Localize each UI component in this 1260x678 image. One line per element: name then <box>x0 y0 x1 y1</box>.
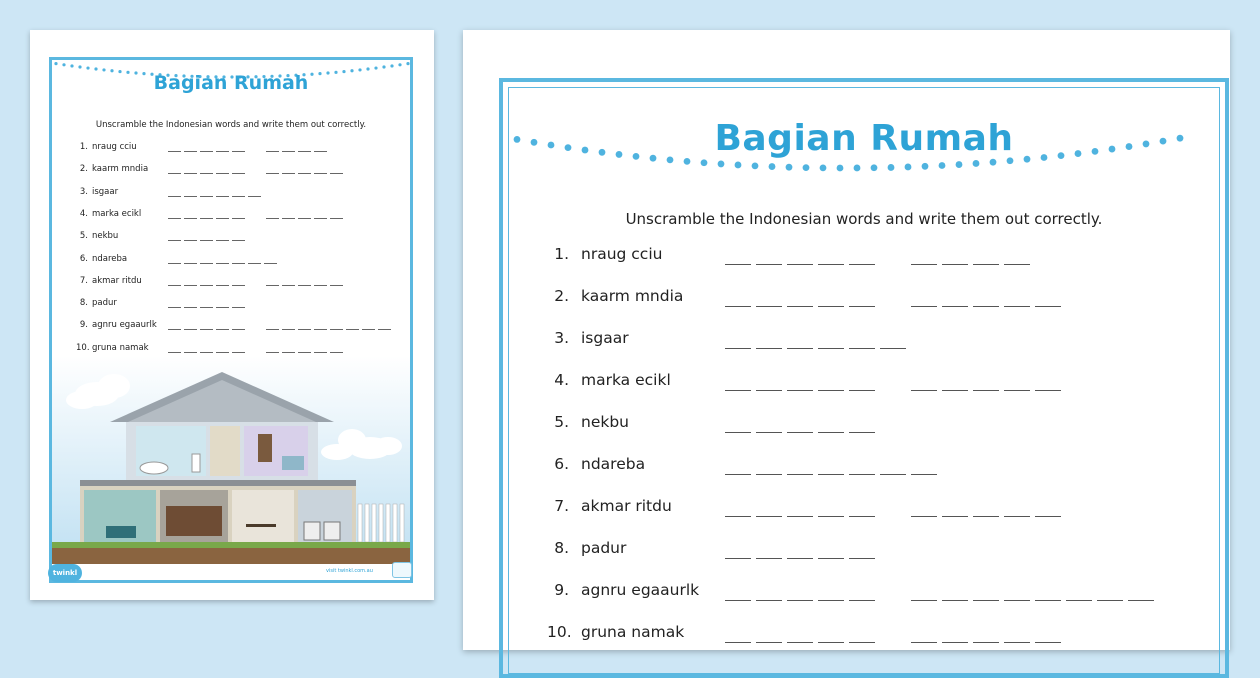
thumbnail-list-item <box>76 298 117 310</box>
item-number: 9. <box>554 581 569 599</box>
thumbnail-footer-url: visit twinkl.com.au <box>326 568 373 574</box>
thumbnail-item-text: nraug cciu <box>92 142 137 152</box>
thumbnail-answer-blanks <box>168 151 248 152</box>
scrambled-word: kaarm mndia <box>581 287 684 305</box>
thumbnail-bunting-dot <box>382 65 385 68</box>
answer-blanks[interactable] <box>725 600 880 601</box>
item-number: 5. <box>554 413 569 431</box>
thumbnail-list-item <box>76 164 148 176</box>
item-number: 2. <box>554 287 569 305</box>
thumbnail-list-item <box>76 254 127 266</box>
bunting-dot <box>922 163 929 170</box>
thumbnail-answer-blanks <box>266 151 330 152</box>
thumbnail-bunting-dot <box>70 64 73 67</box>
thumbnail-item-number: 6. <box>79 253 88 264</box>
worksheet-title: Bagian Rumah <box>714 118 1014 159</box>
bunting-dot <box>888 164 895 171</box>
thumbnail-bunting-dot <box>78 65 81 68</box>
scrambled-word: padur <box>581 539 627 557</box>
thumbnail-answer-blanks <box>266 285 346 286</box>
thumbnail-bunting-dot <box>390 64 393 67</box>
bunting-dot <box>752 162 759 169</box>
thumbnail-list-item <box>76 187 118 199</box>
scrambled-word: gruna namak <box>581 623 685 641</box>
thumbnail-item-number: 4. <box>79 208 88 219</box>
item-number: 1. <box>554 245 569 263</box>
house-illustration <box>52 356 410 564</box>
list-item <box>547 497 672 519</box>
bunting-dot <box>854 165 861 172</box>
answer-blanks[interactable] <box>911 306 1066 307</box>
bunting-dot <box>939 162 946 169</box>
thumbnail-item-number: 10. <box>76 342 90 353</box>
list-item <box>547 371 671 393</box>
scrambled-word: marka ecikl <box>581 371 671 389</box>
thumbnail-title: Bagian Rumah <box>153 72 309 94</box>
thumbnail-item-text: akmar ritdu <box>92 275 142 286</box>
list-item <box>547 413 629 435</box>
thumbnail-bunting-dot <box>86 66 89 69</box>
thumbnail-frame <box>49 57 413 583</box>
thumbnail-answer-blanks <box>168 263 280 264</box>
answer-blanks[interactable] <box>911 516 1066 517</box>
scrambled-word: akmar ritdu <box>581 497 672 515</box>
scrambled-word: isgaar <box>581 329 629 347</box>
answer-blanks[interactable] <box>911 642 1066 643</box>
thumbnail-instructions: Unscramble the Indonesian words and write them out correctly. <box>95 120 367 130</box>
thumbnail-item-text: marka ecikl <box>92 208 142 219</box>
thumbnail-answer-blanks <box>168 307 248 308</box>
scrambled-word: nekbu <box>581 413 629 431</box>
bunting-dot <box>973 160 980 167</box>
list-item <box>547 623 684 645</box>
answer-blanks[interactable] <box>725 348 911 349</box>
thumbnail-answer-blanks <box>168 352 248 353</box>
list-item <box>547 287 683 309</box>
thumbnail-list-item <box>76 142 137 154</box>
thumbnail-item-number: 2. <box>79 164 88 175</box>
answer-blanks[interactable] <box>725 306 880 307</box>
answer-blanks[interactable] <box>911 264 1035 265</box>
thumbnail-bunting-dot <box>62 63 65 66</box>
bunting-dot <box>820 164 827 171</box>
thumbnail-item-text: agnru egaaurlk <box>92 320 157 331</box>
item-number: 3. <box>554 329 569 347</box>
worksheet-inner-frame <box>508 87 1220 674</box>
answer-blanks[interactable] <box>725 642 880 643</box>
thumbnail-item-text: ndareba <box>92 253 128 264</box>
scrambled-word: agnru egaaurlk <box>581 581 700 599</box>
answer-blanks[interactable] <box>725 390 880 391</box>
thumbnail-answer-blanks <box>266 352 346 353</box>
thumbnail-bunting-dot <box>398 63 401 66</box>
thumbnail-bunting-dot <box>366 67 369 70</box>
bunting-dot <box>956 161 963 168</box>
thumbnail-item-text: kaarm mndia <box>92 164 149 175</box>
thumbnail-bunting-dot <box>54 62 57 65</box>
thumbnail-item-text: nekbu <box>92 231 119 242</box>
list-item <box>547 581 699 603</box>
thumbnail-answer-blanks <box>168 329 248 330</box>
list-item <box>547 539 626 561</box>
thumbnail-item-number: 5. <box>79 231 88 242</box>
answer-blanks[interactable] <box>725 264 880 265</box>
thumbnail-answer-blanks <box>168 173 248 174</box>
thumbnail-answer-blanks <box>168 218 248 219</box>
bunting-dot <box>769 163 776 170</box>
list-item <box>547 329 629 351</box>
bunting-dot <box>905 164 912 171</box>
answer-blanks[interactable] <box>725 474 942 475</box>
bunting-dot <box>701 159 708 166</box>
worksheet-frame <box>499 78 1229 678</box>
list-item <box>547 455 645 477</box>
item-number: 10. <box>547 623 572 641</box>
thumbnail-list-item <box>76 320 157 332</box>
thumbnail-list-item <box>76 209 141 221</box>
twinkl-logo: twinkl <box>48 564 82 582</box>
thumbnail-item-text: isgaar <box>92 186 119 197</box>
thumbnail-bunting-dot <box>94 67 97 70</box>
answer-blanks[interactable] <box>725 516 880 517</box>
item-number: 4. <box>554 371 569 389</box>
bunting-dot <box>871 164 878 171</box>
answer-blanks[interactable] <box>725 432 880 433</box>
item-number: 8. <box>554 539 569 557</box>
item-number: 6. <box>554 455 569 473</box>
item-number: 7. <box>554 497 569 515</box>
thumbnail-answer-blanks <box>266 218 346 219</box>
worksheet-thumbnail[interactable] <box>30 30 434 600</box>
thumbnail-answer-blanks <box>266 173 346 174</box>
thumbnail-item-number: 8. <box>79 298 88 309</box>
bunting-dot <box>786 164 793 171</box>
thumbnail-item-text: padur <box>92 298 117 309</box>
thumbnail-item-number: 9. <box>79 320 88 331</box>
scrambled-word: nraug cciu <box>581 245 663 263</box>
thumbnail-answer-blanks <box>168 196 264 197</box>
thumbnail-bunting-dot <box>374 66 377 69</box>
thumbnail-list-item <box>76 343 149 355</box>
scrambled-word: ndareba <box>581 455 646 473</box>
answer-blanks[interactable] <box>911 600 1159 601</box>
thumbnail-answer-blanks <box>266 329 394 330</box>
worksheet-page <box>463 30 1230 650</box>
answer-blanks[interactable] <box>725 558 880 559</box>
thumbnail-bunting-dot <box>406 62 409 65</box>
list-item <box>547 245 662 267</box>
thumbnail-answer-blanks <box>168 240 248 241</box>
answer-blanks[interactable] <box>911 390 1066 391</box>
thumbnail-item-number: 1. <box>79 142 88 152</box>
bunting-dot <box>735 162 742 169</box>
bunting-dot <box>803 164 810 171</box>
thumbnail-answer-blanks <box>168 285 248 286</box>
bunting-dot <box>990 159 997 166</box>
thumbnail-item-number: 7. <box>79 275 88 286</box>
thumbnail-item-number: 3. <box>79 186 88 197</box>
bunting-dot <box>837 165 844 172</box>
thumbnail-item-text: gruna namak <box>92 342 149 353</box>
partner-badge-icon <box>392 562 412 578</box>
worksheet-instructions: Unscramble the Indonesian words and write them out correctly. <box>625 210 1103 228</box>
thumbnail-list-item <box>76 276 142 288</box>
thumbnail-list-item <box>76 231 118 243</box>
bunting-dot <box>718 161 725 168</box>
